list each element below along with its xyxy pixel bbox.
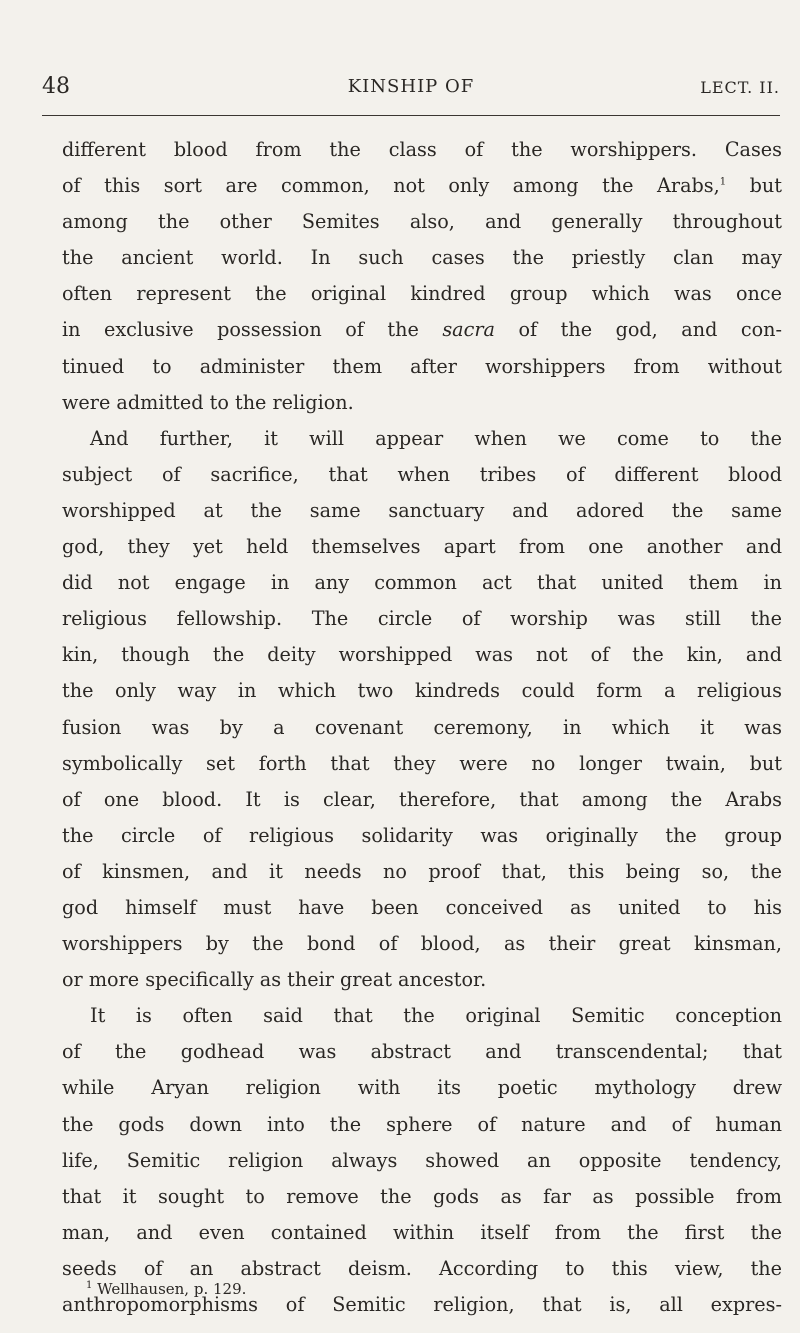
running-header [42,74,780,106]
text-line: of the godhead was abstract and transcendental; that [62,1040,782,1064]
text-line: symbolically set forth that they were no longer twain, but [62,751,782,775]
text-line: the only way in which two kindreds could form a religious [62,679,782,703]
text-line: or more specifically as their great ancestor. [62,968,487,992]
text-line: often represent the original kindred group which was once [62,282,782,306]
text-segment: but [726,174,782,198]
text-line: different blood from the class of the worshippers. Cases [62,138,782,161]
lecture-reference: LECT. II. [700,78,780,97]
footnote-marker: 1 [86,1280,93,1291]
text-line: religious fellowship. The circle of worship was still the [62,607,782,631]
text-line: did not engage in any common act that united them in [62,571,782,595]
text-line: god himself must have been conceived as united to his [62,895,782,919]
text-line: god, they yet held themselves apart from one another and [62,535,782,559]
running-title: KINSHIP OF [347,76,475,97]
footnote-text: Wellhausen, p. 129. [92,1280,247,1298]
text-line: the circle of religious solidarity was originally the group [62,823,782,847]
footnote-ref: 1 [719,176,727,188]
text-line: the ancient world. In such cases the priestly clan may [62,246,782,270]
text-line: were admitted to the religion. [62,390,354,414]
text-line: subject of sacrifice, that when tribes of different blood [62,462,782,486]
text-line: tinued to administer them after worshippers from without [62,354,782,378]
text-line: worshipped at the same sanctuary and adored the same [62,498,782,522]
text-line: that it sought to remove the gods as far as possible from [62,1184,782,1208]
text-line: among the other Semites also, and generally throughout [62,210,782,234]
italic-term: sacra [442,318,495,342]
header-rule [42,115,780,116]
text-line: the gods down into the sphere of nature and of human [62,1112,782,1136]
text-line: man, and even contained within itself from the first the [62,1220,782,1244]
text-segment: of this sort are common, not only among the Arabs, [62,174,720,198]
text-line: kin, though the deity worshipped was not of the kin, and [62,643,782,667]
text-segment: of the god, and con- [494,318,783,342]
text-line: of kinsmen, and it needs no proof that, this being so, the [62,859,782,883]
text-line: It is often said that the original Semitic conception [90,1004,782,1028]
text-line [62,168,782,204]
text-line: worshippers by the bond of blood, as their great kinsman, [62,932,782,956]
text-segment: in exclusive possession of the [62,318,419,342]
text-line: And further, it will appear when we come to the [90,426,782,450]
text-line [62,312,782,348]
page-number: 48 [42,74,70,99]
footnote [86,1280,246,1298]
text-line: while Aryan religion with its poetic mythology drew [62,1076,782,1100]
page-body [62,132,782,1323]
text-line: of one blood. It is clear, therefore, that among the Arabs [62,787,782,811]
text-line: life, Semitic religion always showed an opposite tendency, [62,1148,782,1172]
text-line: anthropomorphisms of Semitic religion, that is, all expres- [62,1293,782,1316]
text-line: seeds of an abstract deism. According to this view, the [62,1256,782,1280]
text-line: fusion was by a covenant ceremony, in which it was [62,715,782,739]
